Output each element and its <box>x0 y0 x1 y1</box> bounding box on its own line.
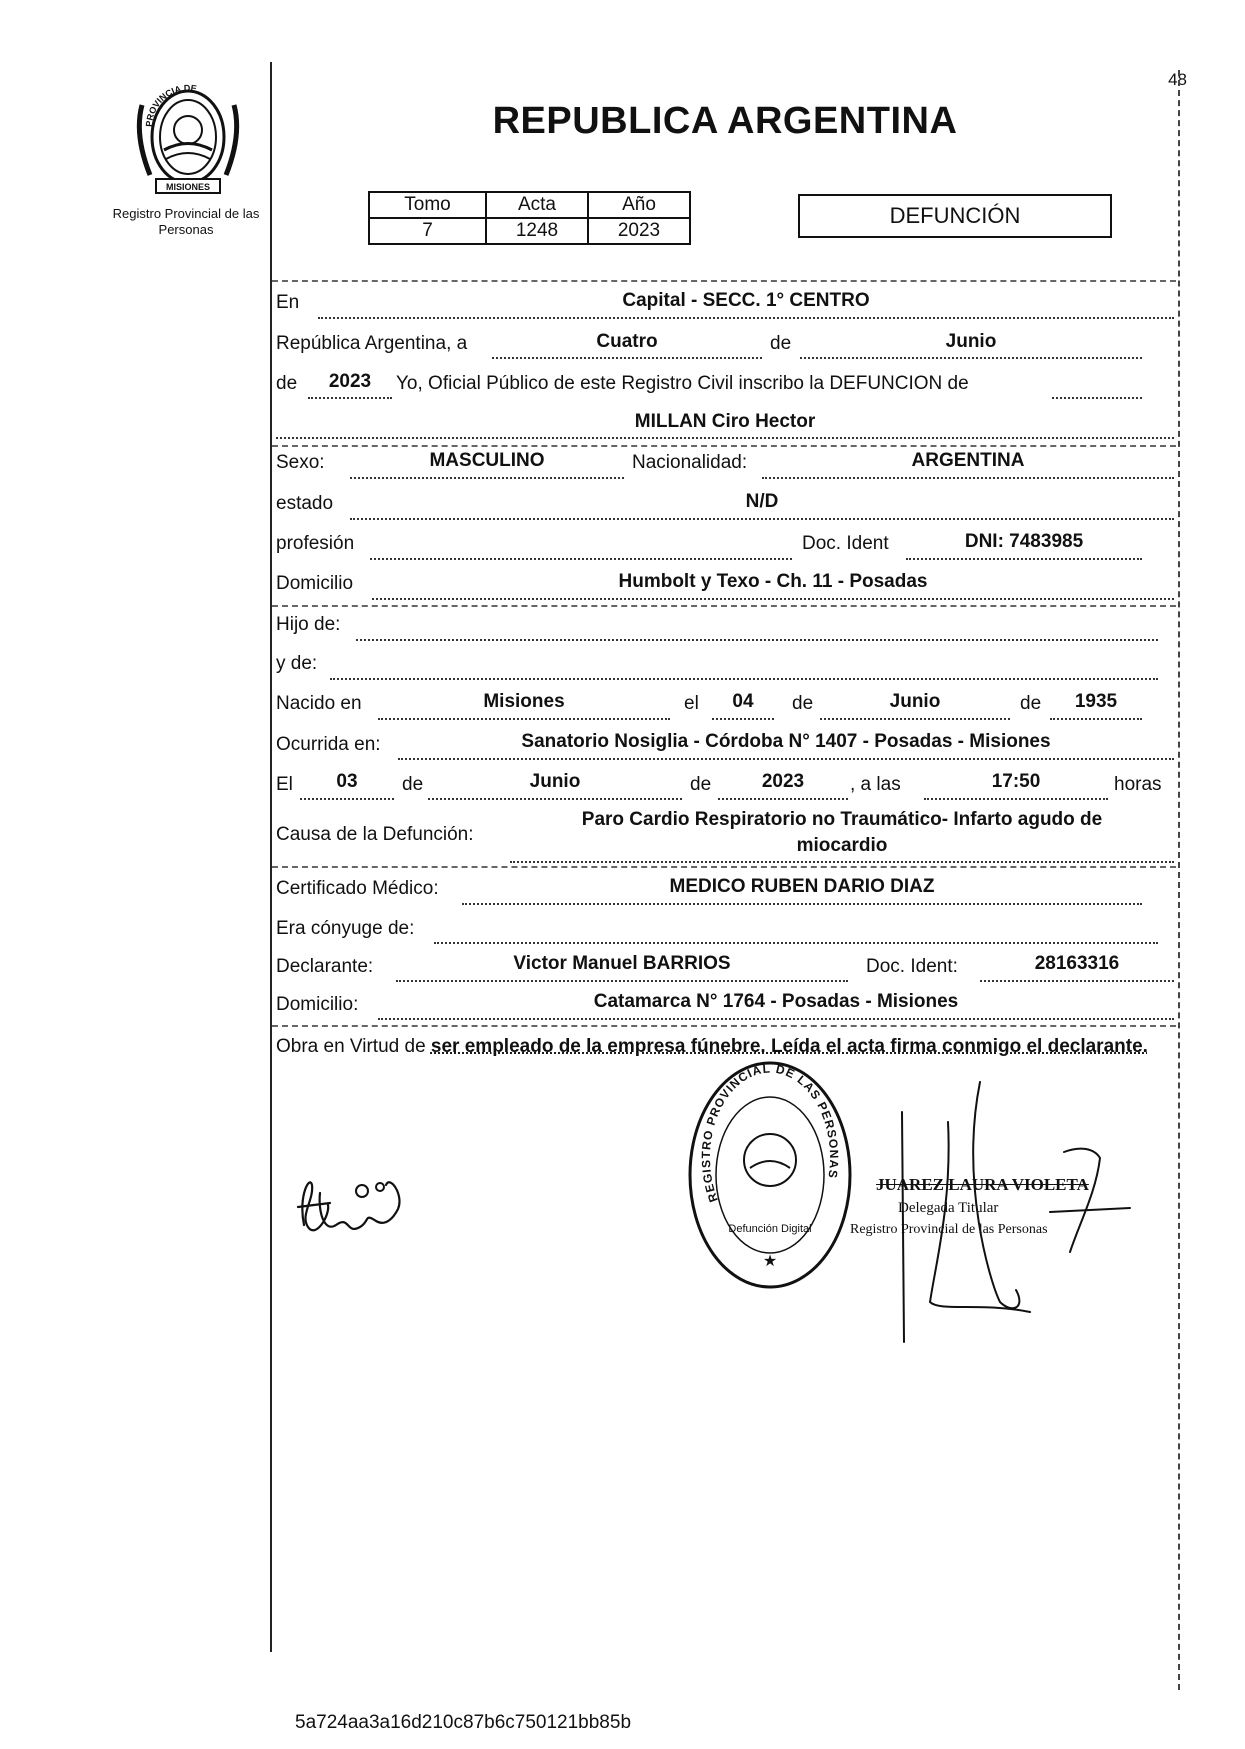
domicilio-line <box>372 598 1174 600</box>
nacionalidad-value: ARGENTINA <box>911 450 1025 471</box>
sexo-value: MASCULINO <box>429 450 545 471</box>
record-type-box: DEFUNCIÓN <box>798 194 1112 238</box>
tomo-header: Tomo <box>369 192 486 218</box>
sexo-label: Sexo: <box>276 452 325 473</box>
nacionalidad-label: Nacionalidad: <box>632 452 748 473</box>
deceased-name-line <box>276 437 1174 439</box>
hijo-de-label: Hijo de: <box>276 614 341 635</box>
death-day-value: 03 <box>336 771 358 792</box>
anio-value: 2023 <box>588 218 690 244</box>
province-emblem-logo <box>130 75 246 205</box>
doc-ident-label: Doc. Ident <box>802 533 889 554</box>
svg-text:PROVINCIA DE: PROVINCIA DE <box>143 82 198 128</box>
estado-value: N/D <box>745 491 779 512</box>
causa-label: Causa de la Defunción: <box>276 824 474 845</box>
en-line <box>318 317 1174 319</box>
birth-month-line <box>820 718 1010 720</box>
ocurrida-line <box>398 758 1174 760</box>
section-divider <box>272 605 1176 607</box>
causa-line1: Paro Cardio Respiratorio no Traumático- Infarto agudo de <box>581 809 1103 830</box>
declarante-line <box>396 980 848 982</box>
official-seal <box>680 1050 860 1300</box>
tomo-value: 7 <box>369 218 486 244</box>
stamp-org: Registro Provincial de las Personas <box>850 1222 1048 1237</box>
right-margin-rule <box>1178 70 1180 1690</box>
de-label: de <box>770 333 792 354</box>
domicilio2-value: Catamarca N° 1764 - Posadas - Misiones <box>593 991 959 1012</box>
month-value: Junio <box>945 331 997 352</box>
death-de1-label: de <box>402 774 424 795</box>
page-number: 48 <box>1168 70 1187 89</box>
birth-de2-label: de <box>1020 693 1042 714</box>
left-margin-rule <box>270 62 272 1652</box>
month-line <box>800 357 1142 359</box>
en-label: En <box>276 292 300 313</box>
inscription-trailing-line <box>1052 397 1142 399</box>
estado-label: estado <box>276 493 334 514</box>
year-value: 2023 <box>328 371 372 392</box>
doc2-value: 28163316 <box>1034 953 1120 974</box>
death-day-line <box>300 798 394 800</box>
sexo-line <box>350 477 624 479</box>
obra-value: ser empleado de la empresa fúnebre. Leída el acta firma conmigo el declarante. <box>430 1036 1148 1057</box>
nacido-label: Nacido en <box>276 693 362 714</box>
certificado-line <box>462 903 1142 905</box>
y-de-line <box>330 678 1158 680</box>
doc-ident-value: DNI: 7483985 <box>964 531 1084 552</box>
profesion-label: profesión <box>276 533 355 554</box>
acta-value: 1248 <box>486 218 588 244</box>
death-year-line <box>718 798 848 800</box>
record-table <box>368 191 691 245</box>
section-divider <box>272 1025 1176 1027</box>
republica-label: República Argentina, a <box>276 333 468 354</box>
hijo-de-line <box>356 639 1158 641</box>
registry-label: Registro Provincial de las Personas <box>112 206 260 237</box>
certificado-label: Certificado Médico: <box>276 878 439 899</box>
deceased-name: MILLAN Ciro Hector <box>634 411 816 432</box>
svg-text:★: ★ <box>762 1253 778 1270</box>
birth-month-value: Junio <box>889 691 941 712</box>
doc-ident-line <box>906 558 1142 560</box>
domicilio2-label: Domicilio: <box>276 994 359 1015</box>
stamp-name: JUAREZ LAURA VIOLETA <box>876 1175 1089 1194</box>
horas-label: horas <box>1114 774 1162 795</box>
svg-text:MISIONES: MISIONES <box>165 182 211 192</box>
day-words-value: Cuatro <box>596 331 658 352</box>
ocurrida-value: Sanatorio Nosiglia - Córdoba N° 1407 - Posadas - Misiones <box>521 731 1051 752</box>
official-signature <box>840 1062 1170 1352</box>
document-hash: 5a724aa3a16d210c87b6c750121bb85b <box>295 1712 632 1733</box>
doc2-label: Doc. Ident: <box>866 956 958 977</box>
y-de-label: y de: <box>276 653 318 674</box>
estado-line <box>350 518 1174 520</box>
causa-line <box>510 861 1174 863</box>
record-table-value-row <box>369 218 690 244</box>
birth-year-line <box>1050 718 1142 720</box>
conyuge-line <box>434 942 1158 944</box>
declarante-label: Declarante: <box>276 956 374 977</box>
birth-day-line <box>712 718 774 720</box>
day-words-line <box>492 357 762 359</box>
declarante-value: Victor Manuel BARRIOS <box>513 953 731 974</box>
domicilio-value: Humbolt y Texo - Ch. 11 - Posadas <box>618 571 928 592</box>
domicilio-label: Domicilio <box>276 573 354 594</box>
doc2-line <box>980 980 1174 982</box>
death-year-value: 2023 <box>761 771 805 792</box>
death-time-line <box>924 798 1108 800</box>
birth-de1-label: de <box>792 693 814 714</box>
page-title: REPUBLICA ARGENTINA <box>492 100 958 142</box>
seal-subtext: Defunción Digital <box>728 1223 812 1235</box>
en-value: Capital - SECC. 1° CENTRO <box>622 290 870 311</box>
section-divider <box>272 445 1176 447</box>
a-las-label: , a las <box>850 774 901 795</box>
conyuge-label: Era cónyuge de: <box>276 918 415 939</box>
certificado-value: MEDICO RUBEN DARIO DIAZ <box>669 876 935 897</box>
nacido-value: Misiones <box>483 691 565 712</box>
death-month-line <box>428 798 682 800</box>
section-divider <box>272 280 1176 282</box>
profesion-line <box>370 558 792 560</box>
inscription-statement: Yo, Oficial Público de este Registro Civil inscribo la DEFUNCION de <box>396 373 969 394</box>
death-time-value: 17:50 <box>991 771 1041 792</box>
declarant-signature <box>290 1155 430 1245</box>
obra-label: Obra en Virtud de <box>276 1036 426 1057</box>
death-month-value: Junio <box>529 771 581 792</box>
section-divider <box>272 866 1176 868</box>
year-line <box>308 397 392 399</box>
record-table-header-row <box>369 192 690 218</box>
death-el-label: El <box>276 774 293 795</box>
stamp-role: Delegada Titular <box>898 1200 999 1216</box>
acta-header: Acta <box>486 192 588 218</box>
death-de2-label: de <box>690 774 712 795</box>
birth-el-label: el <box>684 693 699 714</box>
nacionalidad-line <box>762 477 1174 479</box>
causa-line2: miocardio <box>796 835 888 856</box>
birth-day-value: 04 <box>732 691 754 712</box>
seal-ring-text: REGISTRO PROVINCIAL DE LAS PERSONAS <box>698 1061 842 1204</box>
svg-text:REGISTRO PROVINCIAL DE LAS PER <box>699 1061 841 1204</box>
birth-year-value: 1935 <box>1074 691 1118 712</box>
ocurrida-label: Ocurrida en: <box>276 734 381 755</box>
domicilio2-line <box>378 1018 1174 1020</box>
nacido-line <box>378 718 670 720</box>
anio-header: Año <box>588 192 690 218</box>
year-de-label: de <box>276 373 298 394</box>
